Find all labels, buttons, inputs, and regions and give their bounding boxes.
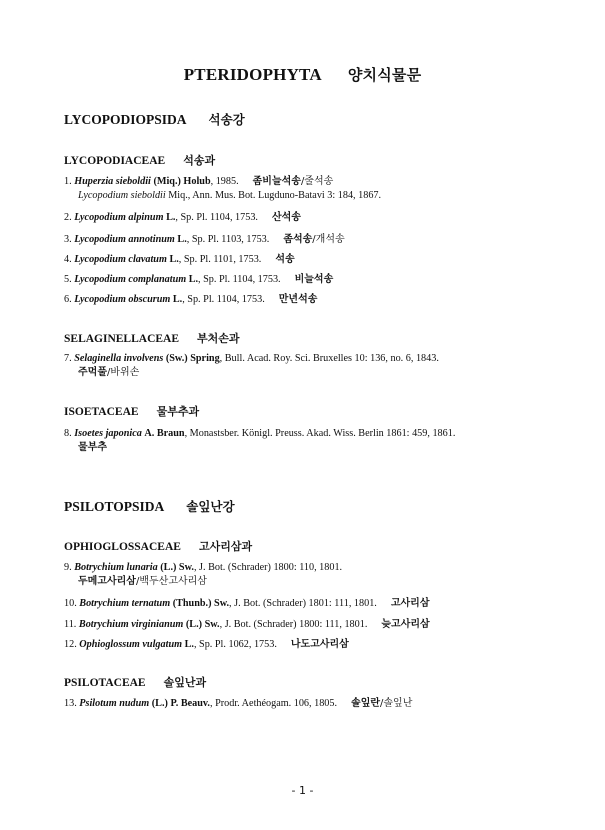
title-korean: 양치식물문 — [347, 66, 422, 84]
korean-name: 물부추 — [78, 442, 107, 453]
entry-number: 8. — [64, 428, 72, 439]
korean-name: 좀비늘석송 — [252, 176, 301, 187]
family-latin: LYCOPODIACEAE — [64, 155, 166, 167]
family-latin: PSILOTACEAE — [64, 677, 146, 689]
citation: , Monastsber. Königl. Preuss. Akad. Wiss. Berlin 1861: 459, 1861. — [184, 428, 456, 439]
entry-number: 11. — [64, 619, 77, 630]
class-heading — [64, 110, 245, 128]
class-latin: PSILOTOPSIDA — [64, 499, 165, 514]
synonym-line — [64, 189, 544, 203]
citation: , Bull. Acad. Roy. Sci. Bruxelles 10: 136, no. 6, 1843. — [219, 353, 439, 364]
family-korean: 고사리삼과 — [198, 540, 253, 553]
author: L. — [177, 234, 187, 245]
class-korean: 솔잎난강 — [186, 499, 235, 514]
citation: , Sp. Pl. 1101, 1753. — [178, 254, 262, 265]
species-name: Selaginella involvens — [74, 353, 164, 364]
citation: , Sp. Pl. 1104, 1753. — [198, 274, 281, 285]
entry-number: 3. — [64, 234, 72, 245]
family-latin: ISOETACEAE — [64, 406, 139, 418]
author: L. — [172, 294, 183, 305]
citation: , Sp. Pl. 1103, 1753. — [186, 234, 270, 245]
species-name: Lycopodium annotinum — [74, 234, 175, 245]
family-heading — [64, 403, 199, 419]
class-latin: LYCOPODIOPSIDA — [64, 112, 187, 127]
class-korean: 석송강 — [208, 112, 245, 127]
family-heading — [64, 330, 240, 346]
citation: , J. Bot. (Schrader) 1801: 111, 1801. — [229, 598, 377, 609]
korean-alt-name: /개석송 — [312, 234, 345, 245]
family-heading — [64, 674, 206, 690]
korean-name-line — [64, 366, 544, 380]
family-korean: 솔잎난과 — [163, 676, 207, 689]
family-korean: 물부추과 — [156, 405, 200, 418]
species-entry — [64, 427, 544, 455]
species-entry — [64, 597, 544, 611]
species-name: Lycopodium complanatum — [74, 274, 187, 285]
entry-number: 6. — [64, 294, 72, 305]
citation: , 1985. — [210, 176, 239, 187]
author: L. — [169, 254, 179, 265]
species-name: Lycopodium obscurum — [74, 294, 171, 305]
page-title — [0, 64, 605, 85]
species-entry — [64, 618, 544, 632]
species-name: Botrychium virginianum — [78, 619, 184, 630]
species-entry — [64, 352, 544, 380]
korean-name: 주먹풀 — [78, 367, 107, 378]
species-name: Psilotum nudum — [79, 698, 150, 709]
species-entry — [64, 233, 544, 247]
species-name: Isoetes japonica — [74, 428, 142, 439]
korean-alt-name: /솔잎난 — [380, 698, 413, 709]
citation: , Sp. Pl. 1104, 1753. — [175, 212, 258, 223]
species-name: Ophioglossum vulgatum — [79, 639, 183, 650]
citation: , Sp. Pl. 1104, 1753. — [182, 294, 265, 305]
citation: , Prodr. Aethéogam. 106, 1805. — [209, 698, 338, 709]
author: (Thunb.) Sw. — [172, 598, 230, 609]
class-heading — [64, 497, 235, 515]
entry-number: 12. — [64, 639, 77, 650]
page-number: - 1 - — [291, 784, 314, 797]
species-entry — [64, 697, 544, 711]
family-latin: OPHIOGLOSSACEAE — [64, 541, 181, 553]
species-name: Botrychium ternatum — [79, 598, 171, 609]
korean-name: 고사리삼 — [390, 598, 430, 609]
family-latin: SELAGINELLACEAE — [64, 333, 180, 345]
korean-name: 솔잎란 — [351, 698, 381, 709]
species-entry — [64, 561, 544, 589]
species-name: Botrychium lunaria — [74, 562, 158, 573]
author: (L.) Sw. — [185, 619, 220, 630]
author: (L.) Sw. — [160, 562, 194, 573]
korean-name: 산석송 — [271, 212, 301, 223]
author: L. — [166, 212, 176, 223]
entry-number: 1. — [64, 176, 72, 187]
family-heading — [64, 538, 252, 554]
author: L. — [184, 639, 194, 650]
korean-name-line — [64, 441, 544, 455]
synonym-citation: Miq., Ann. Mus. Bot. Lugduno-Batavi 3: 184, 1867. — [165, 190, 382, 201]
family-heading — [64, 152, 215, 168]
korean-name: 늦고사리삼 — [381, 619, 430, 630]
species-name: Lycopodium clavatum — [74, 254, 167, 265]
author: (Miq.) Holub — [153, 176, 211, 187]
korean-alt-name: /바위손 — [106, 367, 140, 378]
title-latin: PTERIDOPHYTA — [183, 65, 322, 84]
species-entry — [64, 273, 544, 287]
author: (Sw.) Spring — [165, 353, 220, 364]
korean-name: 석송 — [275, 254, 295, 265]
species-entry — [64, 638, 544, 652]
species-name: Lycopodium alpinum — [74, 212, 164, 223]
korean-name: 두메고사리삼 — [78, 576, 136, 587]
citation: , Sp. Pl. 1062, 1753. — [193, 639, 277, 650]
entry-number: 7. — [64, 353, 72, 364]
korean-alt-name: /줄석송 — [300, 176, 334, 187]
korean-name: 만년석송 — [278, 294, 318, 305]
entry-number: 10. — [64, 598, 77, 609]
korean-name: 비늘석송 — [294, 274, 334, 285]
species-entry — [64, 175, 544, 203]
family-korean: 부처손과 — [197, 332, 240, 345]
synonym-species: Lycopodium sieboldii — [78, 190, 166, 201]
species-name: Huperzia sieboldii — [74, 176, 151, 187]
species-entry — [64, 253, 544, 267]
korean-name-line — [64, 575, 544, 589]
citation: , J. Bot. (Schrader) 1800: 110, 1801. — [193, 562, 343, 573]
entry-number: 4. — [64, 254, 72, 265]
family-korean: 석송과 — [183, 154, 216, 167]
entry-number: 9. — [64, 562, 72, 573]
entry-number: 13. — [64, 698, 77, 709]
species-entry — [64, 293, 544, 307]
author: A. Braun — [144, 428, 185, 439]
citation: , J. Bot. (Schrader) 1800: 111, 1801. — [219, 619, 368, 630]
author: (L.) P. Beauv. — [151, 698, 210, 709]
entry-number: 2. — [64, 212, 72, 223]
species-entry — [64, 211, 544, 225]
entry-number: 5. — [64, 274, 72, 285]
korean-name: 좀석송 — [283, 234, 313, 245]
author: L. — [188, 274, 199, 285]
korean-name: 나도고사리삼 — [290, 639, 349, 650]
korean-alt-name: /백두산고사리삼 — [135, 576, 207, 587]
